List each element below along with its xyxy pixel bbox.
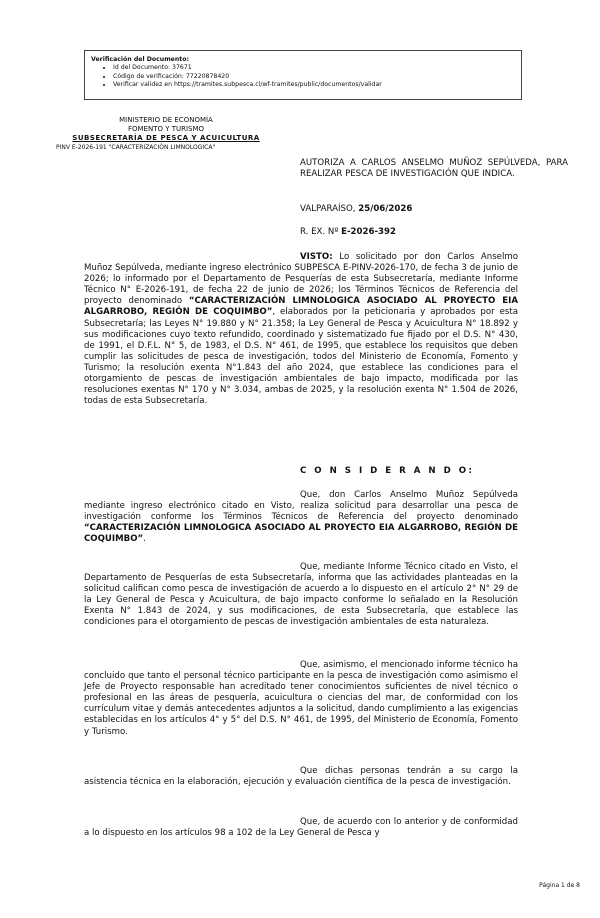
considerando-3-text: Que, asimismo, el mencionado informe técnico ha concluido que tanto el personal técnico participante en la pesca de investigación como asimismo el Jefe de Proyecto responsable han acreditado tener conocimientos suficientes de nivel técnico o profesional en las áreas de pesquería, acuicultura o ciencias del mar, de conformidad con los currículum vitae y demás antecedentes adjuntos a la solicitud, dando cumplimiento a las exigencias establecidas en los artículos 4° y 5° del D.S. N° 461, de 1995, del Ministerio de Economía, Fomento y Turismo.	[84, 660, 518, 737]
considerando-1-end: .	[143, 534, 146, 545]
considerando-1	[84, 490, 518, 545]
page-number: Página 1 de 8	[539, 882, 580, 889]
resolution-subject: AUTORIZA A CARLOS ANSELMO MUÑOZ SEPÚLVEDA, PARA REALIZAR PESCA DE INVESTIGACIÓN QUE INDICA.	[300, 158, 568, 180]
pinv-reference: PINV E-2026-191 "CARACTERIZACIÓN LIMNOLOGICA"	[56, 144, 216, 151]
considerando-1-text: Que, don Carlos Anselmo Muñoz Sepúlveda mediante ingreso electrónico citado en Visto, realiza solicitud para desarrollar una pesca de investigación conforme los Términos Técnicos de Referencia del proyecto denominado	[84, 490, 518, 523]
considerando-5-text: Que, de acuerdo con lo anterior y de conformidad a lo dispuesto en los artículos 98 a 102 de la Ley General de Pesca y	[84, 817, 518, 839]
ministry-header	[56, 116, 276, 152]
considerando-3	[84, 660, 518, 738]
visto-label: VISTO:	[300, 252, 333, 262]
visto-paragraph	[84, 252, 518, 407]
considerando-heading: C O N S I D E R A N D O:	[300, 466, 475, 476]
considerando-4-text: Que dichas personas tendrán a su cargo la asistencia técnica en la elaboración, ejecución y evaluación científica de la pesca de investigación.	[84, 766, 518, 788]
subsecretaria-title: SUBSECRETARÍA DE PESCA Y ACUICULTURA	[72, 134, 260, 142]
visto-text-1: Lo solicitado por don Carlos Anselmo Muñoz Sepúlveda, mediante ingreso electrónico SUBPESCA E-PINV-2026-170, de fecha 3 de junio de 2026; lo informado por el Departamento de Pesquerías de esta Subsecretaría, mediante Informe Técnico N° E-2026-191, de fecha 22 de junio de 2026; los Términos Técnicos de Referencia del proyecto denominado	[84, 252, 518, 307]
ministry-line2: FOMENTO Y TURISMO	[127, 125, 205, 133]
visto-project-name: “CARACTERIZACIÓN LIMNOLOGICA ASOCIADO AL PROYECTO EIA ALGARROBO, REGIÓN DE COQUIMBO”	[84, 296, 518, 318]
verification-url: • Verificar validez en https://tramites.subpesca.cl/wf-tramites/public/documentos/validar	[113, 81, 515, 89]
considerando-5	[84, 817, 518, 839]
verification-code: • Código de verificación: 77220878420	[113, 73, 515, 81]
resolution-date: 25/06/2026	[358, 204, 413, 214]
ministry-line1: MINISTERIO DE ECONOMÍA	[119, 116, 213, 124]
resolution-number: E-2026-392	[341, 227, 396, 237]
considerando-4	[84, 766, 518, 788]
verification-title: Verificación del Documento:	[91, 56, 189, 63]
place-date	[300, 204, 568, 215]
considerando-1-project: “CARACTERIZACIÓN LIMNOLOGICA ASOCIADO AL PROYECTO EIA ALGARROBO, REGIÓN DE COQUIMBO”	[84, 523, 518, 545]
verification-id: • Id del Documento: 37671	[113, 64, 515, 72]
verification-box	[84, 50, 522, 100]
visto-text-2: , elaborados por la peticionaria y aprobados por esta Subsecretaría; las Leyes N° 19.880 y N° 21.358; la Ley General de Pesca y Acuicultura N° 18.892 y sus modificaciones cuyo texto refundido, coordinado y sistematizado fue fijado por el D.S. N° 430, de 1991, el D.F.L. N° 5, de 1983, el D.S. N° 461, de 1995, que establece los requisitos que deben cumplir las solicitudes de pesca de investigación, todos del Ministerio de Economía, Fomento y Turismo; la resolución exenta N°1.843 del año 2024, que establece las condiciones para el otorgamiento de pescas de investigación ambientales de bajo impacto, modificada por las resoluciones exentas N° 170 y N° 3.034, ambas de 2025, y la resolución exenta N° 1.504 de 2026, todas de esta Subsecretaría.	[84, 307, 518, 407]
verification-list	[91, 64, 515, 89]
considerando-2	[84, 562, 518, 629]
place-label: VALPARAÍSO,	[300, 204, 359, 214]
resolution-number-line	[300, 227, 568, 238]
considerando-2-text: Que, mediante Informe Técnico citado en Visto, el Departamento de Pesquerías de esta Subsecretaría, informa que las actividades planteadas en la solicitud califican como pesca de investigación de acuerdo a lo dispuesto en el artículo 2° N° 29 de la Ley General de Pesca y Acuicultura, de bajo impacto conforme lo señalado en la Resolución Exenta N° 1.843 de 2024, y sus modificaciones, de esta Subsecretaría, que establece las condiciones para el otorgamiento de pescas de investigación ambientales de esta naturaleza.	[84, 562, 518, 628]
resolution-prefix: R. EX. Nº	[300, 227, 342, 237]
